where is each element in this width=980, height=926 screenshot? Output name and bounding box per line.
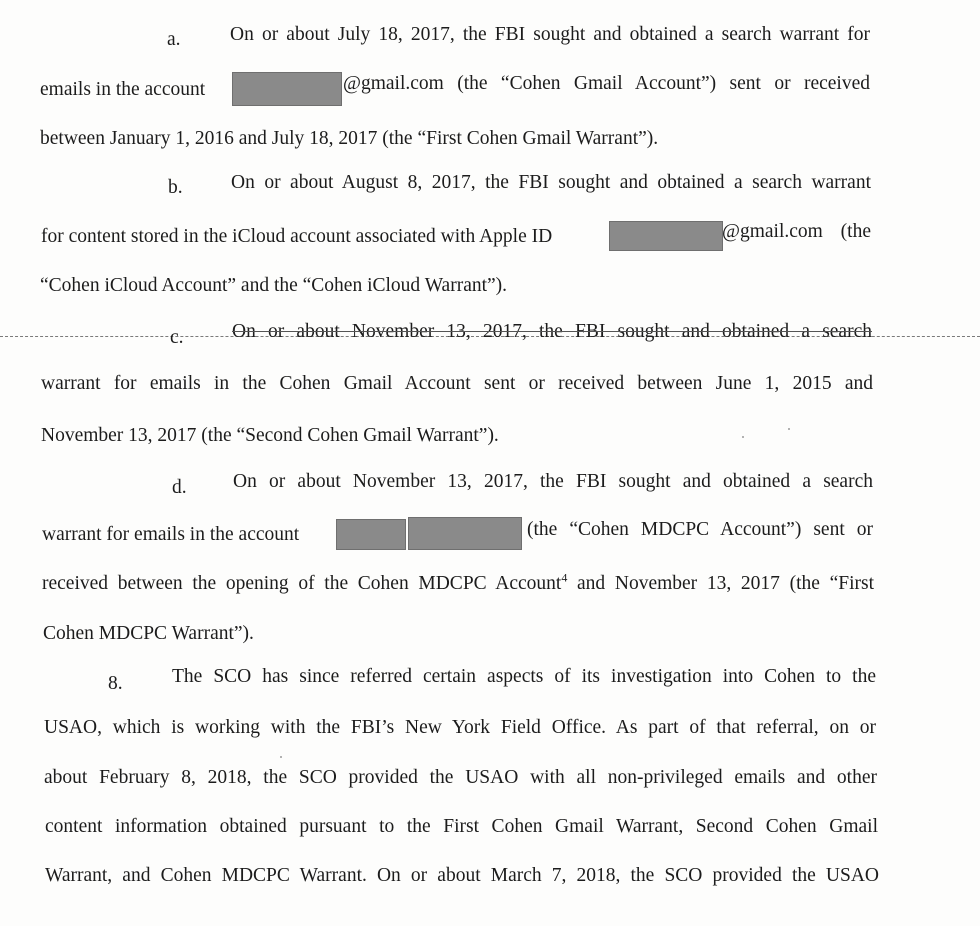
paragraph-d-label: d. bbox=[172, 477, 187, 498]
paragraph-a-line-2-prefix: emails in the account bbox=[40, 79, 206, 100]
paragraph-d-line-3 bbox=[42, 570, 874, 598]
paragraph-b-line-1: On or about August 8, 2017, the FBI sought and obtained a search warrant bbox=[231, 172, 871, 193]
paragraph-a-label: a. bbox=[167, 29, 181, 50]
scan-speck bbox=[280, 756, 282, 758]
paragraph-8-line-1: The SCO has since referred certain aspects of its investigation into Cohen to the bbox=[172, 666, 876, 687]
paragraph-d-line-2-suffix: (the “Cohen MDCPC Account”) sent or bbox=[527, 519, 873, 540]
paragraph-8-line-3: about February 8, 2018, the SCO provided the USAO with all non-privileged emails and other bbox=[44, 767, 877, 788]
scan-speck bbox=[742, 436, 744, 438]
paragraph-b-line-2-suffix: @gmail.com (the bbox=[722, 221, 871, 242]
paragraph-a-line-1: On or about July 18, 2017, the FBI sought and obtained a search warrant for bbox=[230, 24, 870, 45]
redaction-box bbox=[336, 519, 406, 550]
paragraph-c-line-3: November 13, 2017 (the “Second Cohen Gmail Warrant”). bbox=[41, 425, 499, 446]
paragraph-c-line-2: warrant for emails in the Cohen Gmail Account sent or received between June 1, 2015 and bbox=[41, 373, 873, 394]
redaction-box bbox=[408, 517, 522, 550]
paragraph-d-line-2-prefix: warrant for emails in the account bbox=[42, 524, 300, 545]
paragraph-b-label: b. bbox=[168, 177, 183, 198]
footnote-marker: 4 bbox=[561, 570, 568, 585]
paragraph-8-line-5: Warrant, and Cohen MDCPC Warrant. On or about March 7, 2018, the SCO provided the USAO bbox=[45, 865, 879, 886]
scan-speck bbox=[788, 428, 790, 430]
paragraph-a-line-3: between January 1, 2016 and July 18, 2017 (the “First Cohen Gmail Warrant”). bbox=[40, 128, 659, 149]
redaction-box bbox=[609, 221, 723, 251]
paragraph-c-line-1: On or about November 13, 2017, the FBI sought and obtained a search bbox=[232, 321, 872, 342]
paragraph-b-line-3: “Cohen iCloud Account” and the “Cohen iCloud Warrant”). bbox=[40, 275, 508, 296]
paragraph-d-line-3-suffix: and November 13, 2017 (the “First bbox=[567, 573, 874, 594]
paragraph-d-line-3-prefix: received between the opening of the Cohen MDCPC Account bbox=[42, 573, 562, 594]
paragraph-d-line-4: Cohen MDCPC Warrant”). bbox=[43, 623, 254, 644]
paragraph-a-line-2-suffix: @gmail.com (the “Cohen Gmail Account”) sent or received bbox=[343, 73, 870, 94]
paragraph-8-line-4: content information obtained pursuant to the First Cohen Gmail Warrant, Second Cohen Gmail bbox=[45, 816, 878, 837]
redaction-box bbox=[232, 72, 342, 106]
paragraph-8-label: 8. bbox=[108, 673, 123, 694]
paragraph-c-label: c. bbox=[170, 327, 184, 348]
paragraph-b-line-2-prefix: for content stored in the iCloud account associated with Apple ID bbox=[41, 226, 553, 247]
paragraph-d-line-1: On or about November 13, 2017, the FBI sought and obtained a search bbox=[233, 471, 873, 492]
paragraph-8-line-2: USAO, which is working with the FBI’s New York Field Office. As part of that referral, on or bbox=[44, 717, 876, 738]
